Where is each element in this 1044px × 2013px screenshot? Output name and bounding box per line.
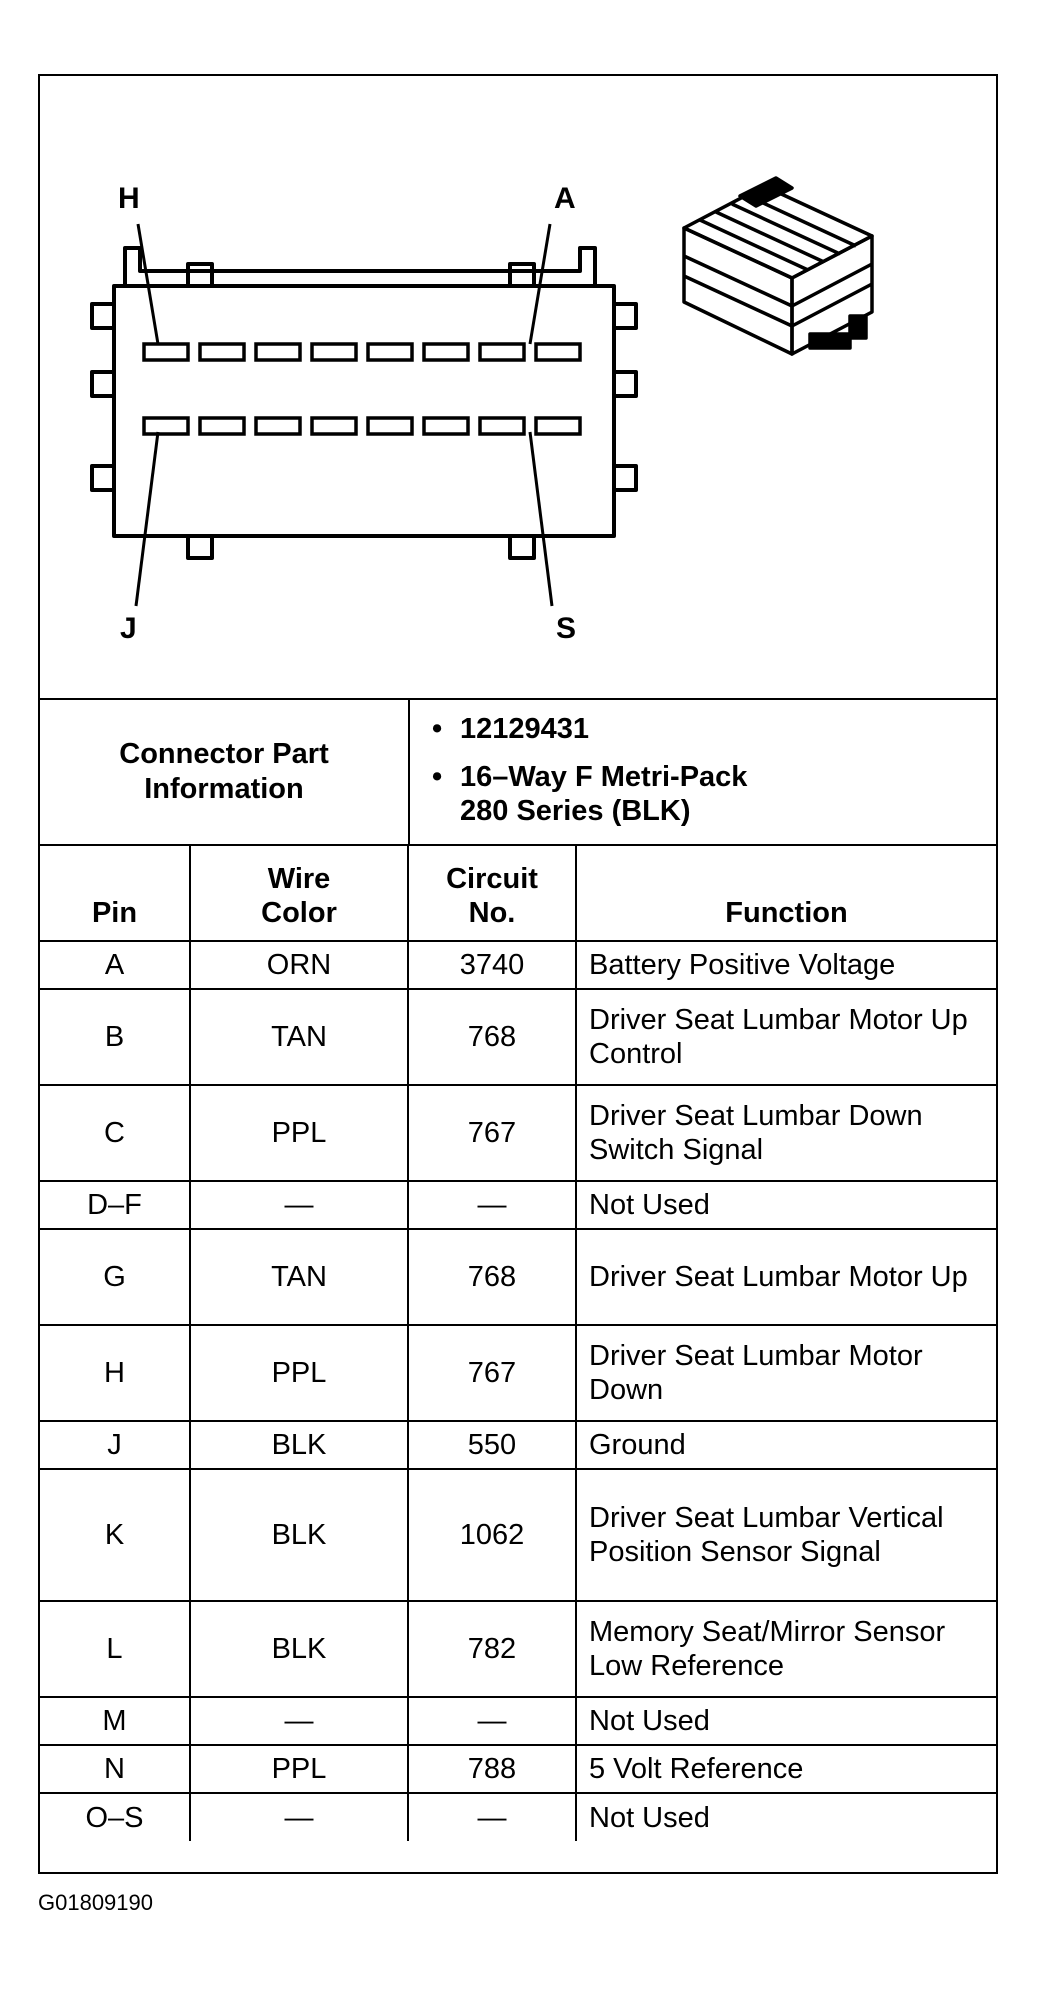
cavity-row1-3 [256, 344, 300, 360]
cavity-row1-8 [536, 344, 580, 360]
pin-label-s: S [556, 612, 577, 645]
wire-color-cell: PPL [190, 1085, 408, 1181]
header-function: Function [576, 844, 996, 941]
connector-part-info [40, 700, 996, 846]
header-wire-color-text: Wire Color [261, 863, 337, 929]
wire-color-cell: BLK [190, 1421, 408, 1469]
circuit-cell: — [408, 1793, 576, 1841]
leader-s [530, 432, 552, 606]
bullet-icon: • [432, 713, 443, 745]
wire-color-cell: BLK [190, 1469, 408, 1601]
pin-cell: O–S [40, 1793, 190, 1841]
function-cell: 5 Volt Reference [576, 1745, 996, 1793]
pin-cell: J [40, 1421, 190, 1469]
connector-type-item [432, 760, 760, 828]
cavity-row2-4 [312, 418, 356, 434]
pin-cell: B [40, 989, 190, 1085]
tab-left-1 [92, 304, 114, 328]
function-cell: Memory Seat/Mirror Sensor Low Reference [576, 1601, 996, 1697]
circuit-cell: 768 [408, 1229, 576, 1325]
latch-top-left [188, 264, 212, 286]
cavity-row1-4 [312, 344, 356, 360]
cavity-row2-2 [200, 418, 244, 434]
cavity-row2-8 [536, 418, 580, 434]
circuit-cell: 767 [408, 1085, 576, 1181]
wire-color-cell: ORN [190, 941, 408, 989]
pin-label-h: H [118, 182, 140, 215]
header-circuit-no [408, 844, 576, 941]
wire-color-cell: — [190, 1181, 408, 1229]
header-wire-color [190, 844, 408, 941]
circuit-cell: 782 [408, 1601, 576, 1697]
function-cell: Not Used [576, 1697, 996, 1745]
tab-right-3 [614, 466, 636, 490]
figure-id: G01809190 [38, 1890, 153, 1915]
circuit-cell: — [408, 1181, 576, 1229]
cavity-row1-7 [480, 344, 524, 360]
pin-cell: K [40, 1469, 190, 1601]
table-row [40, 1745, 996, 1793]
cavity-row1-2 [200, 344, 244, 360]
part-info-label [40, 700, 410, 844]
table-row [40, 1181, 996, 1229]
pin-cell: D–F [40, 1181, 190, 1229]
pin-cell: M [40, 1697, 190, 1745]
pin-cell: G [40, 1229, 190, 1325]
tab-left-3 [92, 466, 114, 490]
latch-bottom-right [510, 536, 534, 558]
part-info-label-text: Connector Part Information [119, 738, 329, 805]
wire-color-cell: TAN [190, 989, 408, 1085]
connector-iso-view [684, 178, 872, 354]
pin-label-j: J [120, 612, 137, 645]
connector-figure [38, 74, 998, 1874]
cavity-row2-6 [424, 418, 468, 434]
function-cell: Not Used [576, 1793, 996, 1841]
part-number-item [432, 712, 960, 746]
leader-j [136, 432, 158, 606]
function-cell: Driver Seat Lumbar Vertical Position Sensor Signal [576, 1469, 996, 1601]
connector-drawing [40, 76, 996, 700]
cavity-row2-3 [256, 418, 300, 434]
latch-top-right [510, 264, 534, 286]
pin-cell: H [40, 1325, 190, 1421]
function-cell: Battery Positive Voltage [576, 941, 996, 989]
wire-color-cell: — [190, 1697, 408, 1745]
cavity-row2-1 [144, 418, 188, 434]
bullet-icon: • [432, 761, 443, 793]
part-number: 12129431 [460, 713, 590, 745]
circuit-cell: 550 [408, 1421, 576, 1469]
cavity-row1-5 [368, 344, 412, 360]
table-row [40, 989, 996, 1085]
pin-cell: N [40, 1745, 190, 1793]
header-pin: Pin [40, 844, 190, 941]
pin-table-header [40, 844, 996, 941]
circuit-cell: 3740 [408, 941, 576, 989]
circuit-cell: 767 [408, 1325, 576, 1421]
header-circuit-no-text: Circuit No. [446, 863, 538, 929]
function-cell: Not Used [576, 1181, 996, 1229]
wire-color-cell: — [190, 1793, 408, 1841]
pin-cell: L [40, 1601, 190, 1697]
table-row [40, 1697, 996, 1745]
circuit-cell: 788 [408, 1745, 576, 1793]
table-row [40, 1793, 996, 1841]
connector-housing [125, 248, 595, 286]
function-cell: Driver Seat Lumbar Down Switch Signal [576, 1085, 996, 1181]
cavity-row2-7 [480, 418, 524, 434]
wire-color-cell: PPL [190, 1745, 408, 1793]
pin-label-a: A [554, 182, 576, 215]
table-row [40, 1601, 996, 1697]
wire-color-cell: BLK [190, 1601, 408, 1697]
cavity-row1-1 [144, 344, 188, 360]
cavity-row1-6 [424, 344, 468, 360]
cavity-row2-5 [368, 418, 412, 434]
circuit-cell: 1062 [408, 1469, 576, 1601]
connector-type: 16–Way F Metri-Pack 280 Series (BLK) [460, 761, 748, 827]
function-cell: Driver Seat Lumbar Motor Up Control [576, 989, 996, 1085]
pin-cell: C [40, 1085, 190, 1181]
pin-cell: A [40, 941, 190, 989]
pin-table [40, 844, 996, 1841]
circuit-cell: 768 [408, 989, 576, 1085]
tab-right-1 [614, 304, 636, 328]
table-row [40, 1469, 996, 1601]
table-row [40, 1085, 996, 1181]
function-cell: Ground [576, 1421, 996, 1469]
function-cell: Driver Seat Lumbar Motor Up [576, 1229, 996, 1325]
tab-left-2 [92, 372, 114, 396]
wire-color-cell: PPL [190, 1325, 408, 1421]
circuit-cell: — [408, 1697, 576, 1745]
latch-bottom-left [188, 536, 212, 558]
table-row [40, 941, 996, 989]
table-row [40, 1229, 996, 1325]
wire-color-cell: TAN [190, 1229, 408, 1325]
connector-end-view [40, 76, 996, 698]
function-cell: Driver Seat Lumbar Motor Down [576, 1325, 996, 1421]
tab-right-2 [614, 372, 636, 396]
part-info-details [410, 700, 996, 844]
table-row [40, 1325, 996, 1421]
table-row [40, 1421, 996, 1469]
